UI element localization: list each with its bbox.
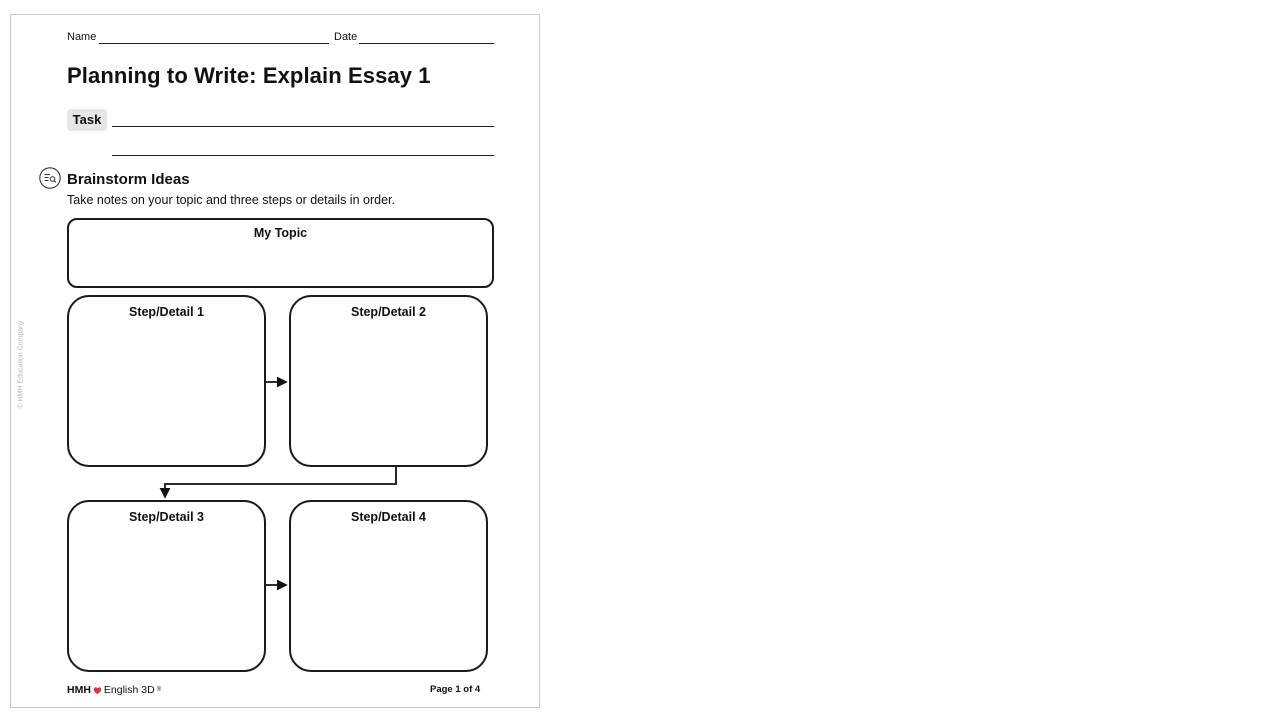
my-topic-box[interactable] [67,218,494,288]
brand-mark: ® [156,687,162,693]
name-field-line[interactable] [99,43,329,44]
brainstorm-search-icon [39,167,61,189]
task-field-line-2[interactable] [112,155,494,156]
brand-name: English 3D [103,684,155,696]
step-detail-2-label: Step/Detail 2 [350,305,427,319]
task-badge: Task [67,109,107,131]
date-label: Date [334,31,358,43]
page-number: Page 1 of 4 [430,684,481,695]
task-field-line-1[interactable] [112,126,494,127]
step-detail-1-box[interactable] [67,295,266,467]
copyright-watermark: © HMH Education Company [17,320,25,409]
step-detail-1-label: Step/Detail 1 [128,305,205,319]
worksheet-page [10,14,540,708]
footer-brand [67,684,161,696]
page-title: Planning to Write: Explain Essay 1 [67,63,431,88]
brainstorm-heading: Brainstorm Ideas [67,171,190,188]
step-detail-4-label: Step/Detail 4 [350,510,427,524]
brand-prefix: HMH [67,684,91,696]
step-detail-2-box[interactable] [289,295,488,467]
name-label: Name [67,31,97,43]
hmh-logo-icon [93,686,102,695]
date-field-line[interactable] [359,43,494,44]
step-detail-3-label: Step/Detail 3 [128,510,205,524]
step-detail-3-box[interactable] [67,500,266,672]
brainstorm-instructions: Take notes on your topic and three steps or details in order. [67,193,395,207]
my-topic-label: My Topic [253,226,308,240]
step-detail-4-box[interactable] [289,500,488,672]
arrow-down-icon [165,467,396,497]
